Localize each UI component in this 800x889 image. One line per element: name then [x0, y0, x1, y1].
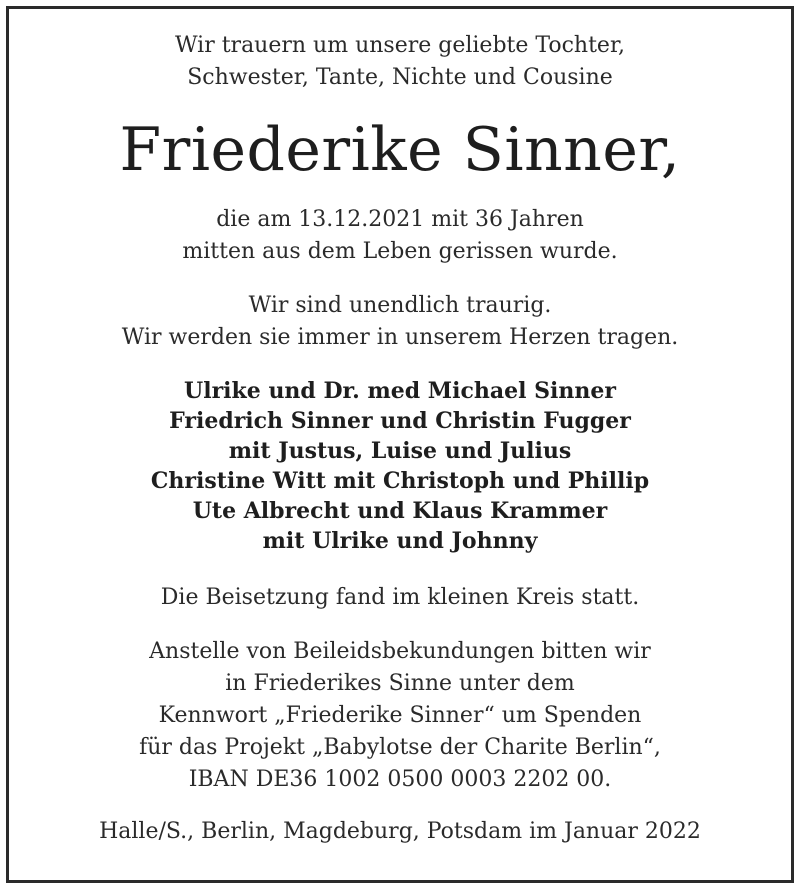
intro-text — [6, 30, 794, 94]
donation-request — [6, 636, 794, 796]
death-details-line: die am 13.12.2021 mit 36 Jahren — [216, 207, 584, 232]
death-details — [6, 204, 794, 268]
donation-line: Kennwort „Friederike Sinner“ um Spenden — [158, 703, 642, 728]
donation-line: für das Projekt „Babylotse der Charite Berlin“, — [139, 735, 661, 760]
funeral-note: Die Beisetzung fand im kleinen Kreis statt. — [160, 585, 640, 610]
sentiment-line: Wir sind unendlich traurig. — [248, 293, 552, 318]
obituary-notice — [6, 30, 794, 848]
mourner-line: mit Justus, Luise und Julius — [228, 438, 572, 464]
mourner-line: mit Ulrike und Johnny — [262, 528, 538, 554]
sentiment-text — [6, 290, 794, 354]
donation-line: Anstelle von Beileidsbekundungen bitten wir — [149, 639, 651, 664]
death-details-line: mitten aus dem Leben gerissen wurde. — [182, 239, 618, 264]
mourner-line: Ulrike und Dr. med Michael Sinner — [184, 378, 616, 404]
donation-line: in Friederikes Sinne unter dem — [225, 671, 575, 696]
mourner-line: Christine Witt mit Christoph und Phillip — [150, 468, 650, 494]
mourners-list — [6, 376, 794, 556]
intro-line: Wir trauern um unsere geliebte Tochter, — [174, 33, 626, 58]
intro-line: Schwester, Tante, Nichte und Cousine — [187, 65, 613, 90]
iban-line: IBAN DE36 1002 0500 0003 2202 00. — [188, 767, 612, 792]
mourner-line: Ute Albrecht und Klaus Krammer — [192, 498, 608, 524]
place-and-date: Halle/S., Berlin, Magdeburg, Potsdam im Januar 2022 — [99, 819, 701, 844]
deceased-name: Friederike Sinner, — [119, 115, 681, 185]
mourner-line: Friedrich Sinner und Christin Fugger — [169, 408, 631, 434]
sentiment-line: Wir werden sie immer in unserem Herzen tragen. — [121, 325, 679, 350]
